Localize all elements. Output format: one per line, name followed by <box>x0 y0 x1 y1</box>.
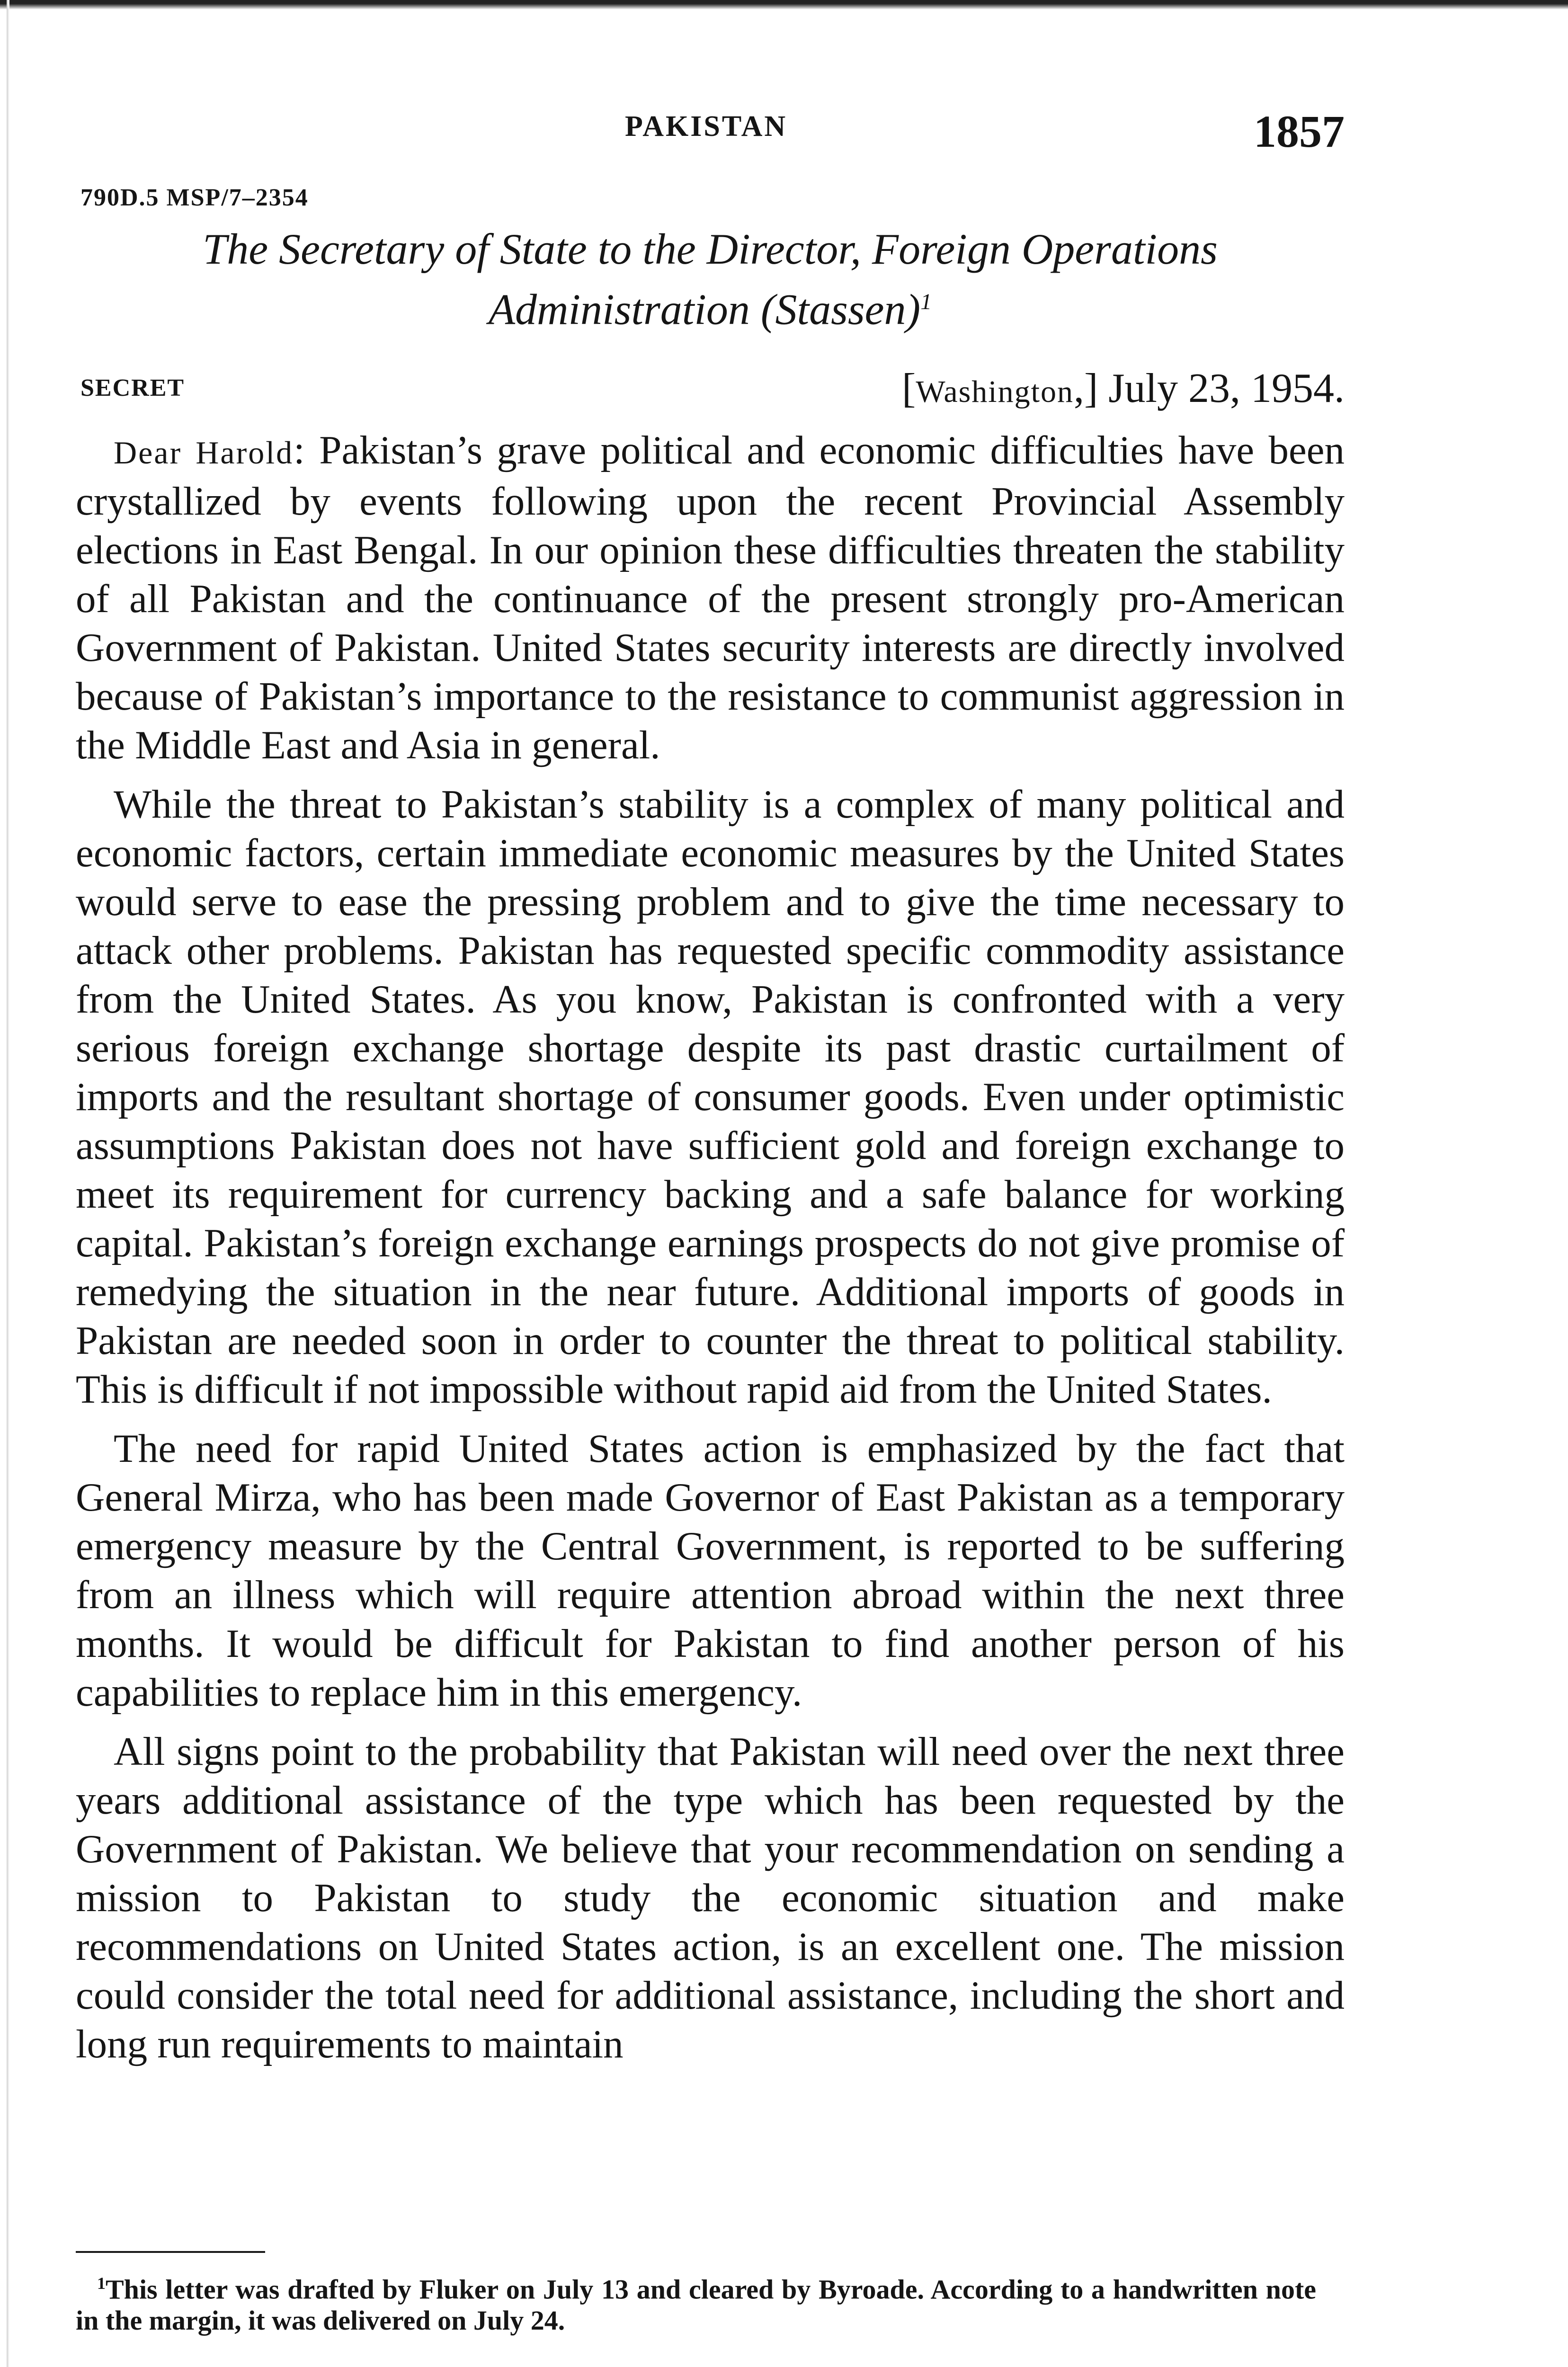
document-title <box>76 222 1345 336</box>
classification-label: SECRET <box>80 374 185 401</box>
page-number: 1857 <box>1254 106 1345 157</box>
dateline-date: July 23, 1954. <box>1098 365 1345 411</box>
dateline-place: Washington <box>916 374 1074 409</box>
footnote-marker: 1 <box>97 2274 106 2293</box>
paragraph-3: The need for rapid United States action is emphasized by the fact that General Mirza, who has been made Governor of East Pakistan as a temporary emergency measure by the Central Government, is reported to be suffering from an illness which will require attention abroad within the next three months. It would be difficult for Pakistan to find another person of his capabilities to replace him in this emergency. <box>76 1426 1345 1715</box>
title-line-2-text: Administration (Stassen) <box>488 285 921 334</box>
paragraph-2: While the threat to Pakistan’s stability is a complex of many political and economic factors, certain immediate economic measures by the United States would serve to ease the pressing problem and to give the time necessary to attack other problems. Pakistan has requested specific commodity assistance from the United States. As you know, Pakistan is confronted with a very serious foreign exchange shortage despite its past drastic curtailment of imports and the resultant shortage of consumer goods. Even under optimistic assumptions Pakistan does not have sufficient gold and foreign exchange to meet its requirement for currency backing and a safe balance for working capital. Pakistan’s foreign exchange earnings prospects do not give promise of remedying the situation in the near future. Additional imports of goods in Pakistan are needed soon in order to counter the threat to political stability. This is difficult if not impossible without rapid aid from the United States. <box>76 782 1345 1412</box>
dateline-open-bracket: [ <box>902 365 916 411</box>
title-footnote-marker: 1 <box>920 289 932 314</box>
footnote-divider <box>76 2251 265 2253</box>
document-page <box>76 0 1345 2367</box>
letter-body <box>76 426 1345 2079</box>
title-line-2 <box>76 276 1345 336</box>
footnote-text: This letter was drafted by Fluker on July 13 and cleared by Byroade. According to a handwritten note in the margin, it was delivered on July 24. <box>76 2274 1316 2336</box>
paragraph-1-text: Pakistan’s grave political and economic difficulties have been crystallized by events following upon the recent Provincial Assembly elections in East Bengal. In our opinion these difficulties threaten the stability of all Pakistan and the continuance of the present strongly pro-American Government of Pakistan. United States security interests are directly involved because of Pakistan’s importance to the resistance to communist aggression in the Middle East and Asia in general. <box>76 428 1345 767</box>
title-line-1: The Secretary of State to the Director, Foreign Operations <box>203 225 1218 273</box>
running-head: PAKISTAN <box>625 110 788 142</box>
salutation: Dear Harold <box>114 435 294 471</box>
footnote <box>76 2268 1316 2336</box>
file-reference: 790D.5 MSP/7–2354 <box>80 184 309 211</box>
dateline <box>902 365 1345 412</box>
paragraph-1 <box>76 426 1345 770</box>
paragraph-4: All signs point to the probability that Pakistan will need over the next three years additional assistance of the type which has been requested by the Government of Pakistan. We believe that your recommendation on sending a mission to Pakistan to study the economic situation and make recommendations on United States action, is an excellent one. The mission could consider the total need for additional assistance, including the short and long run requirements to maintain <box>76 1729 1345 2066</box>
dateline-close-bracket: ,] <box>1073 365 1098 411</box>
salutation-punctuation: : <box>294 428 305 472</box>
scan-left-edge <box>7 0 9 2367</box>
